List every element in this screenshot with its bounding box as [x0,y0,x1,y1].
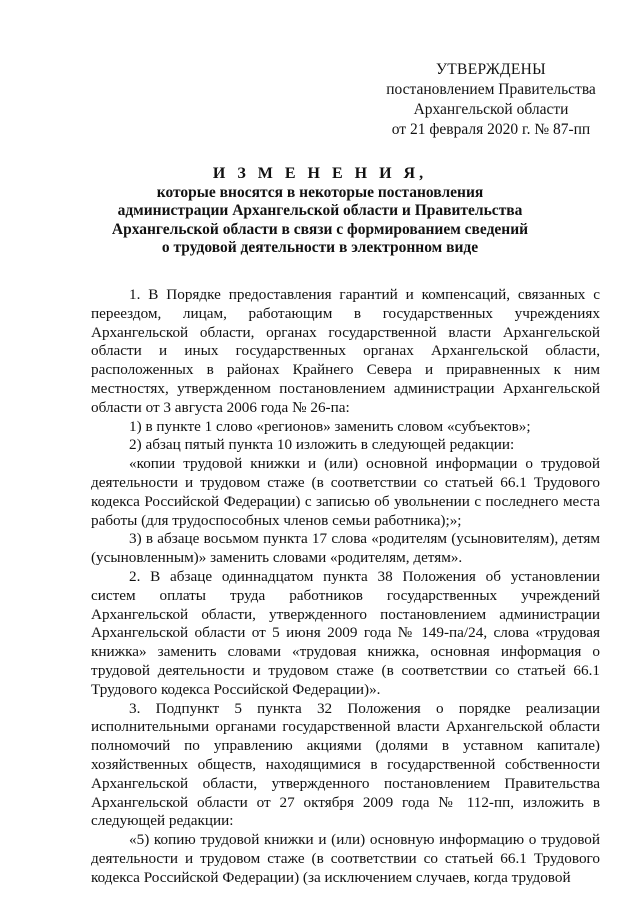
approval-date-line: от 21 февраля 2020 г. № 87-пп [391,121,591,138]
approval-stamp [380,60,602,140]
paragraph-subitem-3: 3) в абзаце восьмом пункта 17 слова «родителям (усыновителям), детям (усыновленным)» заменить словами «родителям, детям». [91,530,600,567]
paragraph-item-1: 1. В Порядке предоставления гарантий и компенсаций, связанных с переездом, лицам, работающим в государственных учреждениях Архангельской области, органах государственной власти Архангельской области и иных государственных органах Архангельской области, расположенных в районах Крайнего Севера и приравненных к ним местностях, утвержденном постановлением администрации Архангельской области от 3 августа 2006 года № 26-па: [91,286,600,416]
title-line: о трудовой деятельности в электронном виде [161,239,479,256]
title-line: администрации Архангельской области и Правительства [117,202,523,219]
paragraph-quote: «5) копию трудовой книжки и (или) основную информацию о трудовой деятельности и трудовом стаже (в соответствии со статьей 66.1 Трудового кодекса Российской Федерации) (за исключением случаев, когда трудовой [91,831,600,886]
paragraph-item-3: 3. Подпункт 5 пункта 32 Положения о порядке реализации исполнительными органами государственной власти Архангельской области полномочий по управлению акциями (долями в уставном капитале) хозяйственных обществ, находящимися в государственной собственности Архангельской области, утвержденного постановлением Правительства Архангельской области от 27 октября 2009 года № 112-пп, изложить в следующей редакции: [91,699,600,830]
title-line: Архангельской области в связи с формированием сведений [111,220,529,238]
title-line: которые вносятся в некоторые постановления [156,183,484,201]
title-heading: И З М Е Н Е Н И Я, [212,165,428,182]
approval-line: Архангельской области [413,101,569,118]
paragraph-item-2: 2. В абзаце одиннадцатом пункта 38 Положения об установлении систем оплаты труда работников государственных учреждений Архангельской области, утвержденного постановлением администрации Архангельской области от 5 июня 2009 года № 149-па/24, слова «трудовая книжка» заменить словами «трудовая книжка, основная информация о трудовой деятельности и трудовом стаже (в соответствии со статьей 66.1 Трудового кодекса Российской Федерации)». [91,567,600,698]
approval-line: постановлением Правительства [386,81,596,98]
approval-heading: УТВЕРЖДЕНЫ [436,61,546,78]
paragraph-quote: «копии трудовой книжки и (или) основной информации о трудовой деятельности и трудовом стаже (в соответствии со статьей 66.1 Трудового кодекса Российской Федерации) с записью об увольнении с последнего места работы (для трудоспособных членов семьи работника);»; [91,455,600,529]
document-title [90,165,550,258]
paragraph-subitem-1: 1) в пункте 1 слово «регионов» заменить словом «субъектов»; [129,417,531,435]
paragraph-subitem-2: 2) абзац пятый пункта 10 изложить в следующей редакции: [129,436,515,454]
document-body [91,286,600,888]
